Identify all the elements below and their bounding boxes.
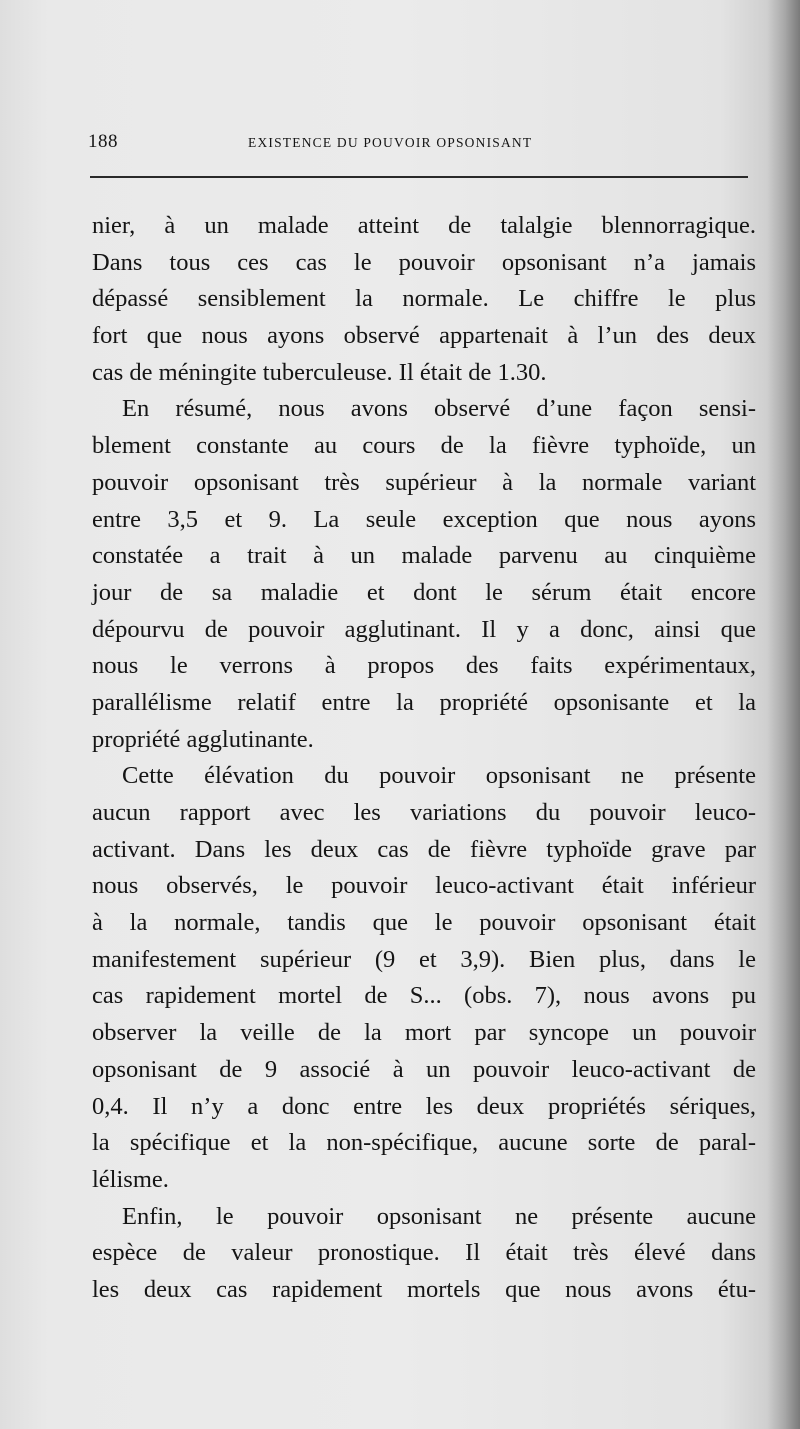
- text-line: nous observés, le pouvoir leuco-activant était inférieur: [92, 872, 756, 900]
- text-line: activant. Dans les deux cas de fièvre typhoïde grave par: [92, 835, 756, 863]
- text-line: nier, à un malade atteint de talalgie blennorragique.: [92, 212, 756, 239]
- text-line: En résumé, nous avons observé d’une façon sensi-: [122, 395, 756, 423]
- text-line: dépourvu de pouvoir agglutinant. Il y a donc, ainsi que: [92, 615, 756, 643]
- text-line: opsonisant de 9 associé à un pouvoir leuco-activant de: [92, 1055, 756, 1083]
- text-line: les deux cas rapidement mortels que nous avons étu-: [92, 1275, 756, 1303]
- header-rule: [90, 176, 748, 178]
- spine-shadow: [766, 0, 800, 1429]
- text-line: Cette élévation du pouvoir opsonisant ne présente: [122, 762, 756, 790]
- text-line: 0,4. Il n’y a donc entre les deux propriétés sériques,: [92, 1092, 756, 1120]
- text-line: nous le verrons à propos des faits expérimentaux,: [92, 652, 756, 680]
- text-line: constatée a trait à un malade parvenu au cinquième: [92, 542, 756, 570]
- text-line: aucun rapport avec les variations du pouvoir leuco-: [92, 799, 756, 826]
- text-line: blement constante au cours de la fièvre typhoïde, un: [92, 432, 756, 460]
- text-line: Dans tous ces cas le pouvoir opsonisant n’a jamais: [92, 248, 756, 276]
- text-line: fort que nous ayons observé appartenait à l’un des deux: [92, 322, 756, 350]
- text-line: entre 3,5 et 9. La seule exception que nous ayons: [92, 505, 756, 533]
- text-line: la spécifique et la non-spécifique, aucune sorte de paral-: [92, 1129, 756, 1157]
- body-text: [92, 208, 756, 1309]
- text-line: Enfin, le pouvoir opsonisant ne présente aucune: [122, 1202, 756, 1230]
- text-line: dépassé sensiblement la normale. Le chiffre le plus: [92, 285, 756, 313]
- text-line: observer la veille de la mort par syncope un pouvoir: [92, 1019, 756, 1047]
- text-line: jour de sa maladie et dont le sérum était encore: [92, 578, 756, 606]
- text-line: cas rapidement mortel de S... (obs. 7), nous avons pu: [92, 982, 756, 1010]
- text-line: manifestement supérieur (9 et 3,9). Bien plus, dans le: [92, 945, 756, 973]
- text-line: lélisme.: [92, 1165, 169, 1193]
- text-line: cas de méningite tuberculeuse. Il était de 1.30.: [92, 358, 547, 386]
- page-number: 188: [88, 131, 118, 152]
- page-header: [88, 131, 748, 155]
- text-line: parallélisme relatif entre la propriété opsonisante et la: [92, 688, 756, 716]
- text-line: pouvoir opsonisant très supérieur à la normale variant: [92, 468, 756, 496]
- running-title: EXISTENCE DU POUVOIR OPSONISANT: [248, 135, 533, 150]
- text-line: propriété agglutinante.: [92, 725, 314, 753]
- text-line: à la normale, tandis que le pouvoir opsonisant était: [92, 909, 756, 937]
- text-line: espèce de valeur pronostique. Il était très élevé dans: [92, 1239, 756, 1267]
